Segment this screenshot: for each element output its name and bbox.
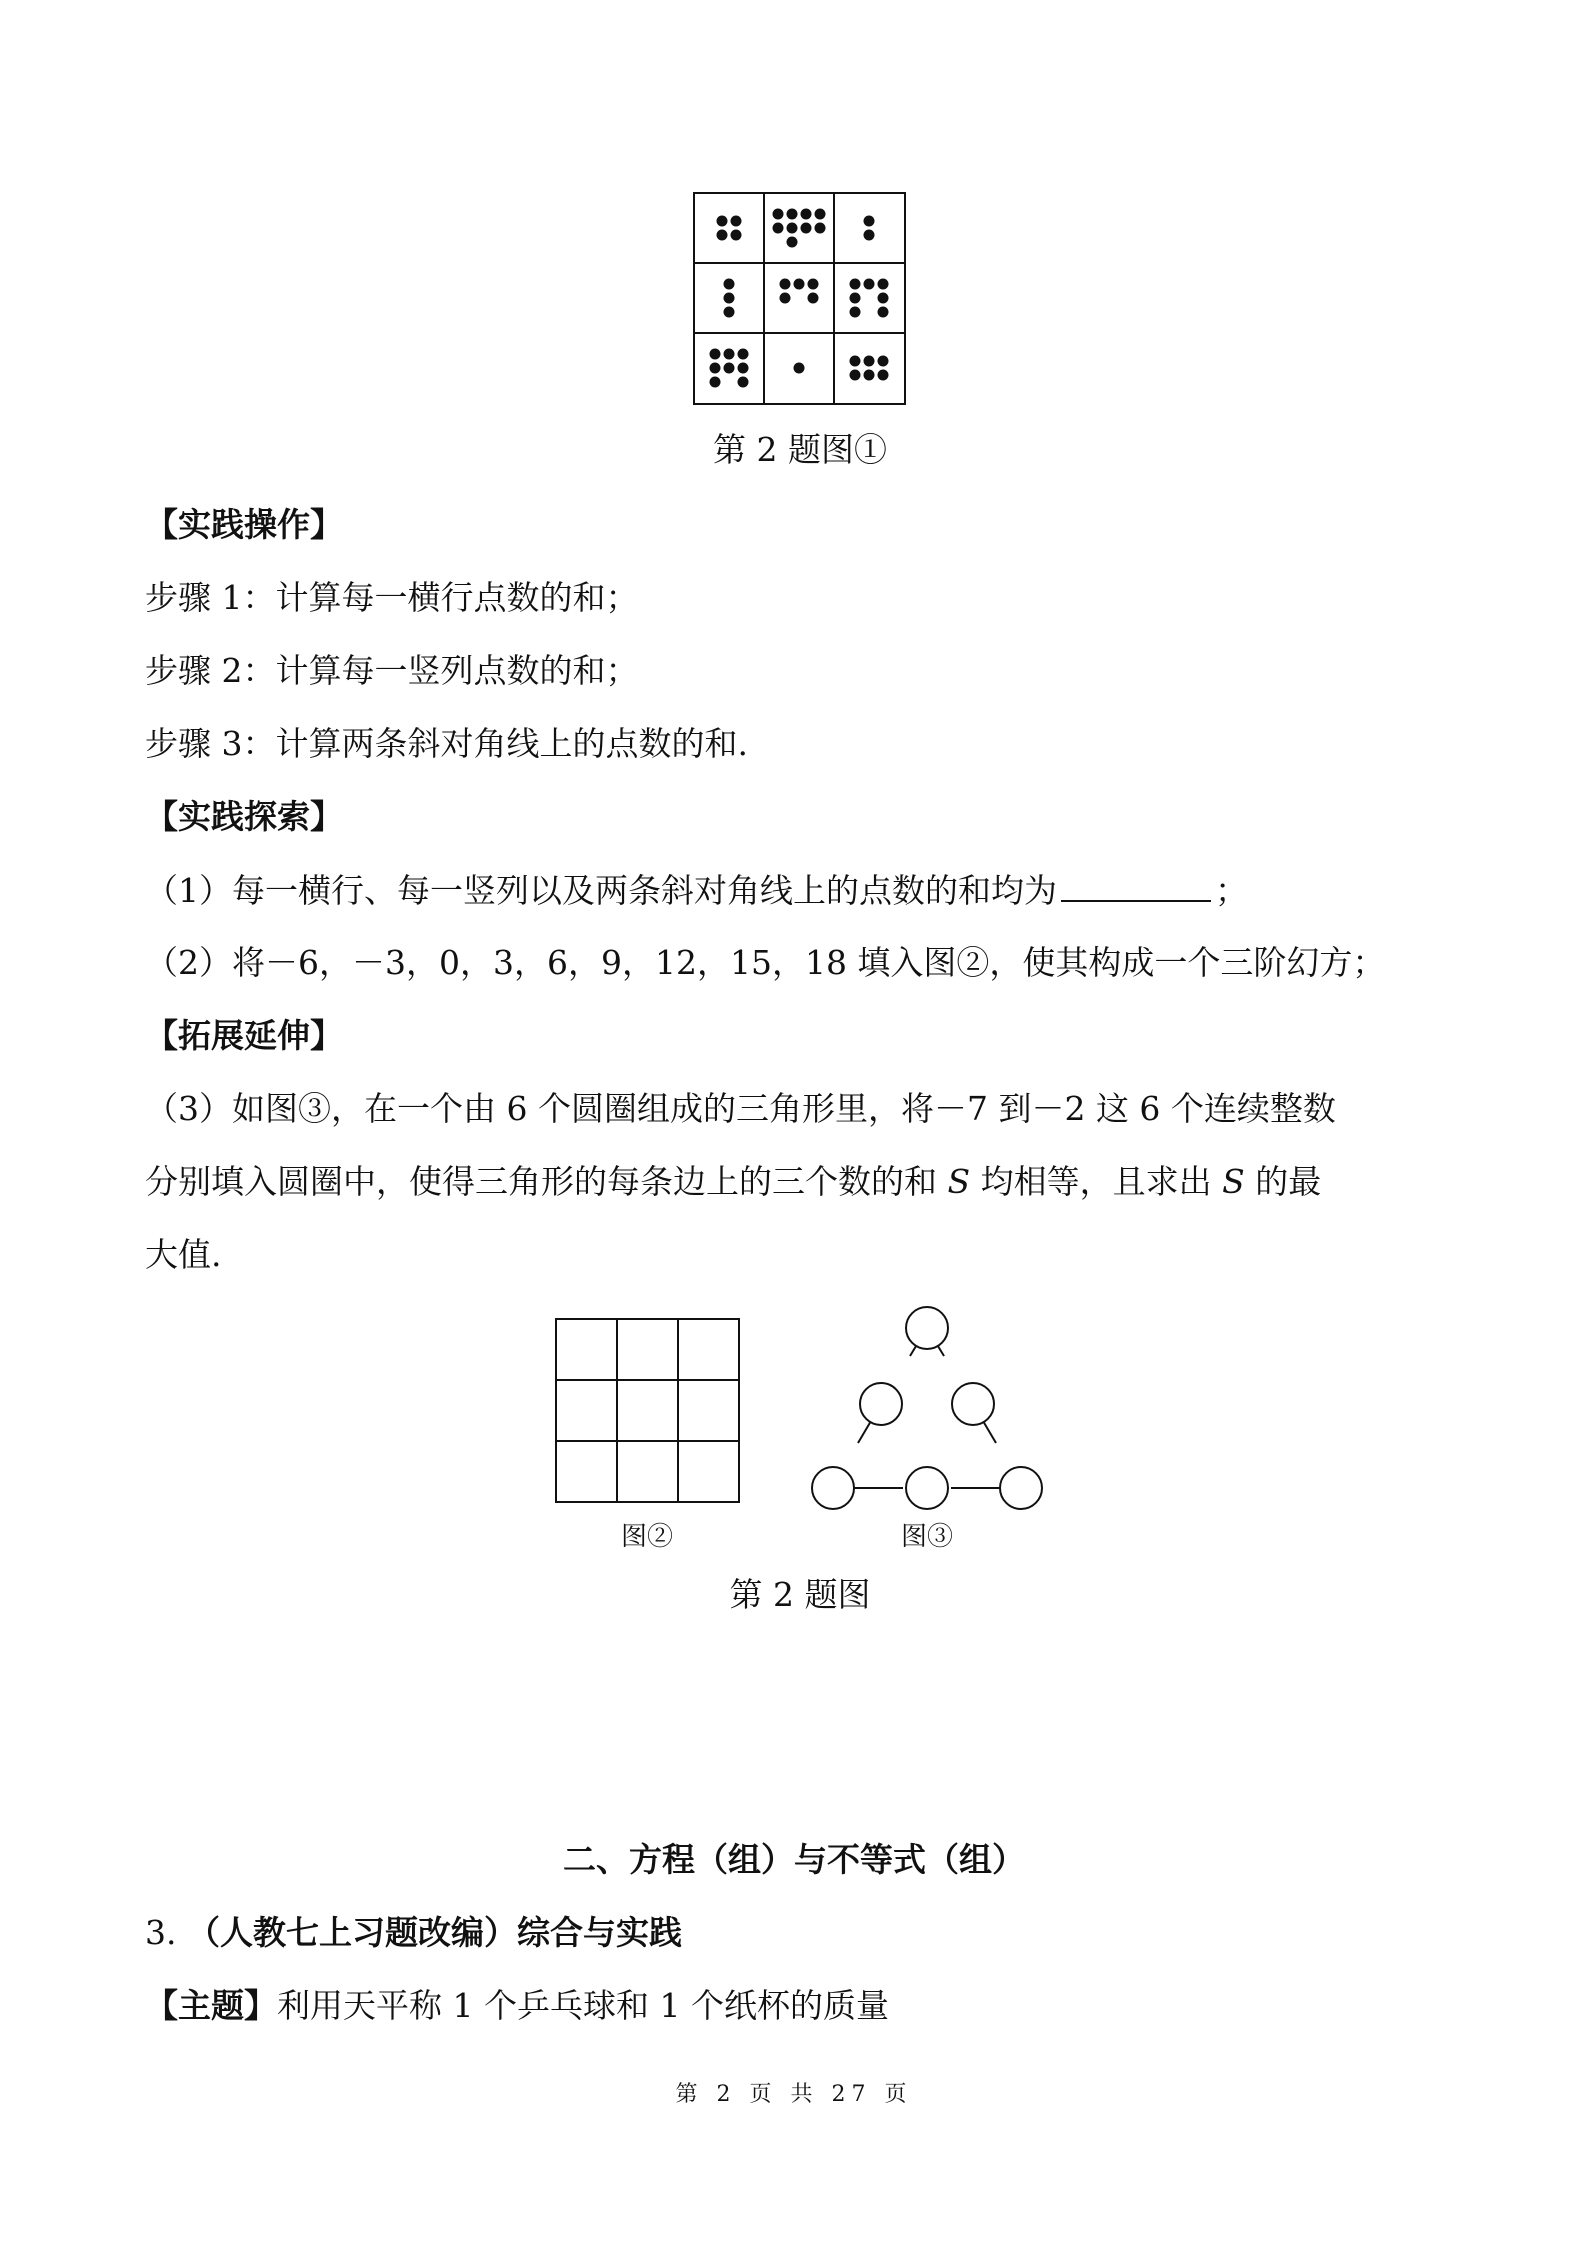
dot-magic-square-figure: [693, 192, 906, 405]
theme-text: 利用天平称 1 个乒乓球和 1 个纸杯的质量: [277, 1986, 889, 2025]
circle-bottom-right: [1000, 1467, 1042, 1509]
dot: [794, 279, 805, 290]
theme-label: 【主题】: [145, 1986, 277, 2025]
dot: [787, 209, 798, 220]
circle-top: [906, 1307, 948, 1349]
q3-line2-part-c: 的最: [1244, 1162, 1322, 1201]
dot: [717, 230, 728, 241]
question-3-line-3: 大值.: [145, 1235, 222, 1274]
dot: [808, 279, 819, 290]
dot: [864, 216, 875, 227]
practice-heading: 【实践操作】: [145, 505, 343, 544]
theme-line: [145, 1986, 889, 2026]
figure3-label: 图③: [900, 1522, 953, 1552]
question-3-header: [145, 1913, 682, 1953]
dot: [815, 209, 826, 220]
question-3-line-2: [145, 1162, 1321, 1202]
circle-bottom-mid: [906, 1467, 948, 1509]
step-1: 步骤 1：计算每一横行点数的和；: [145, 578, 639, 617]
dot: [850, 279, 861, 290]
question-3-number: 3.: [145, 1913, 177, 1952]
dot: [724, 293, 735, 304]
dot: [780, 279, 791, 290]
dot: [864, 279, 875, 290]
step-3: 步骤 3：计算两条斜对角线上的点数的和.: [145, 724, 748, 763]
dot: [878, 293, 889, 304]
extend-heading: 【拓展延伸】: [145, 1016, 343, 1055]
dot: [780, 293, 791, 304]
dot: [724, 307, 735, 318]
dot: [710, 349, 721, 360]
dot: [731, 230, 742, 241]
dot: [710, 377, 721, 388]
page-footer: 第 2 页 共 27 页: [675, 2082, 913, 2107]
variable-s: S: [1222, 1162, 1245, 1201]
dot: [878, 356, 889, 367]
variable-s: S: [947, 1162, 971, 1201]
dot: [850, 370, 861, 381]
q3-line2-part-b: 均相等，且求出: [970, 1162, 1223, 1201]
dot: [787, 237, 798, 248]
figures-caption: 第 2 题图: [729, 1575, 871, 1614]
dot: [738, 377, 749, 388]
dot: [801, 209, 812, 220]
dot: [878, 279, 889, 290]
figure2-label: 图②: [620, 1522, 673, 1552]
dot: [850, 293, 861, 304]
dot: [724, 279, 735, 290]
answer-blank: [1061, 870, 1211, 902]
question-1-end: ；: [1215, 871, 1248, 910]
dot: [724, 363, 735, 374]
dot: [773, 223, 784, 234]
question-2: （2）将－6，－3，0，3，6，9，12，15，18 填入图②，使其构成一个三阶幻方；: [145, 943, 1386, 982]
dot: [773, 209, 784, 220]
dot: [864, 230, 875, 241]
circle-bottom-left: [812, 1467, 854, 1509]
dot: [731, 216, 742, 227]
dot: [787, 223, 798, 234]
question-3-line-1: （3）如图③，在一个由 6 个圆圈组成的三角形里，将－7 到－2 这 6 个连续整数: [145, 1089, 1336, 1128]
dot: [717, 216, 728, 227]
dot: [850, 307, 861, 318]
circle-mid-left: [860, 1383, 902, 1425]
dot: [738, 363, 749, 374]
circle-mid-right: [952, 1383, 994, 1425]
explore-heading: 【实践探索】: [145, 797, 343, 836]
dot: [878, 370, 889, 381]
dot: [738, 349, 749, 360]
question-1-text: （1）每一横行、每一竖列以及两条斜对角线上的点数的和均为: [145, 871, 1057, 910]
dot: [794, 363, 805, 374]
q3-line2-part-a: 分别填入圆圈中，使得三角形的每条边上的三个数的和: [145, 1162, 948, 1201]
question-1: [145, 870, 1248, 911]
dot: [850, 356, 861, 367]
figure1-caption: 第 2 题图①: [713, 430, 887, 469]
question-3-title: （人教七上习题改编）综合与实践: [187, 1913, 682, 1952]
dot: [864, 370, 875, 381]
circle-triangle-figure: [810, 1300, 1050, 1515]
dot: [801, 223, 812, 234]
section-title: 二、方程（组）与不等式（组）: [563, 1840, 1025, 1879]
dot: [864, 356, 875, 367]
dot: [710, 363, 721, 374]
dot: [724, 349, 735, 360]
dot: [808, 293, 819, 304]
dot: [878, 307, 889, 318]
empty-grid-figure: [555, 1318, 740, 1503]
dot: [815, 223, 826, 234]
step-2: 步骤 2：计算每一竖列点数的和；: [145, 651, 639, 690]
